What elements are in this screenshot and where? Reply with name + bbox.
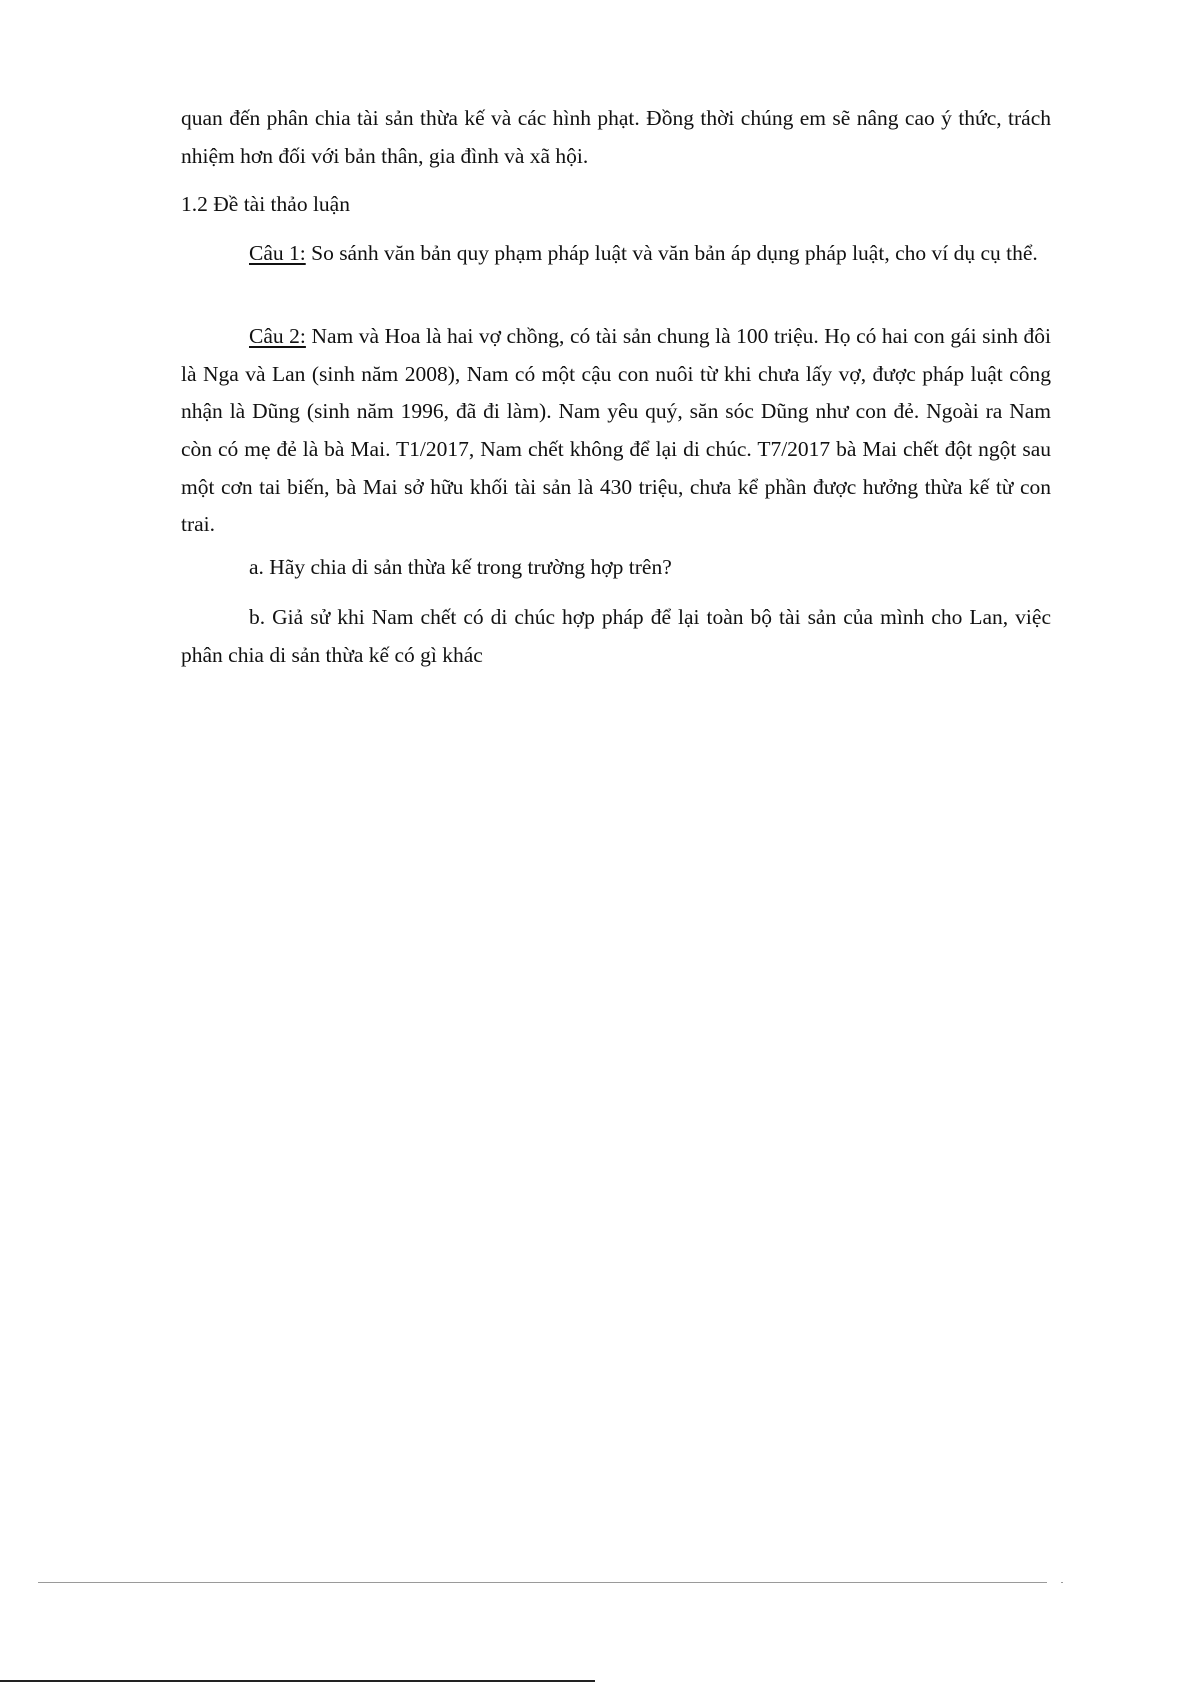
question-2-paragraph [181, 318, 1051, 544]
section-heading: 1.2 Đề tài thảo luận [181, 192, 350, 216]
question-2-label: Câu 2: [249, 324, 306, 348]
intro-paragraph: quan đến phân chia tài sản thừa kế và các hình phạt. Đồng thời chúng em sẽ nâng cao ý thức, trách nhiệm hơn đối với bản thân, gia đình và xã hội. [181, 106, 1051, 168]
footer-divider-gap [1047, 1582, 1061, 1583]
question-1-label: Câu 1: [249, 241, 306, 265]
sub-question-a: a. Hãy chia di sản thừa kế trong trường hợp trên? [249, 555, 672, 579]
question-2-text: Nam và Hoa là hai vợ chồng, có tài sản chung là 100 triệu. Họ có hai con gái sinh đôi là Nga và Lan (sinh năm 2008), Nam có một cậu con nuôi từ khi chưa lấy vợ, được pháp luật công nhận là Dũng (sinh năm 1996, đã đi làm). Nam yêu quý, săn sóc Dũng như con đẻ. Ngoài ra Nam còn có mẹ đẻ là bà Mai. T1/2017, Nam chết không để lại di chúc. T7/2017 bà Mai chết đột ngột sau một cơn tai biến, bà Mai sở hữu khối tài sản là 430 triệu, chưa kể phần được hưởng thừa kế từ con trai. [181, 324, 1051, 537]
question-1-paragraph [181, 235, 1051, 273]
page-bottom-rule [0, 1680, 595, 1682]
footer-divider [38, 1582, 1063, 1583]
sub-question-b: b. Giả sử khi Nam chết có di chúc hợp pháp để lại toàn bộ tài sản của mình cho Lan, việc phân chia di sản thừa kế có gì khác [181, 605, 1051, 667]
question-1-text: So sánh văn bản quy phạm pháp luật và văn bản áp dụng pháp luật, cho ví dụ cụ thể. [305, 241, 1038, 265]
